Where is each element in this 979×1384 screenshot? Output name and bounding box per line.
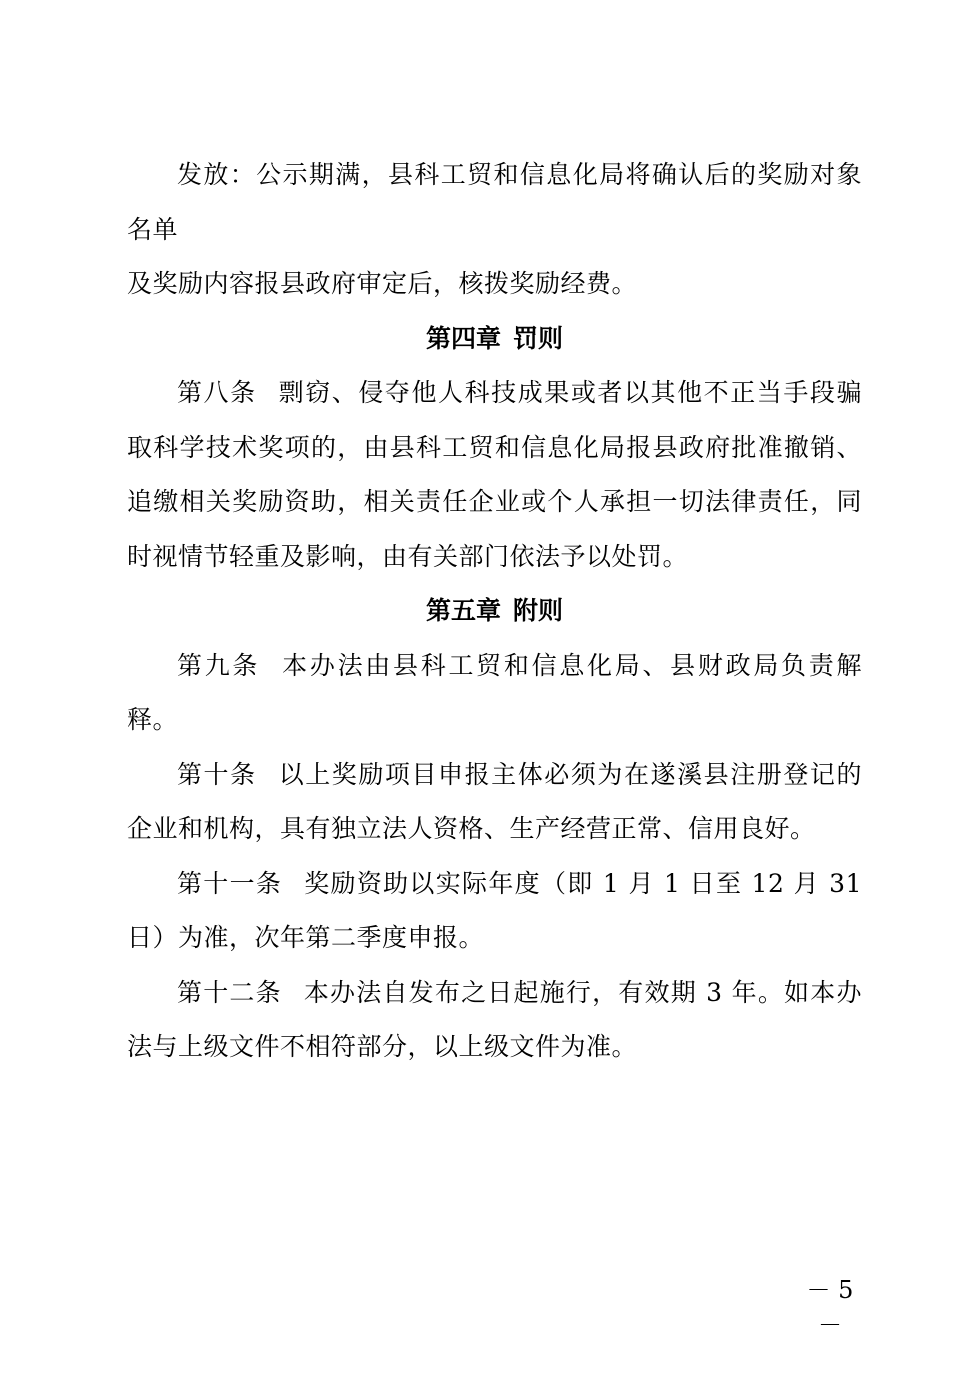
article-12 — [127, 966, 862, 1075]
article-11-text: 奖励资助以实际年度（即 1 月 1 日至 12 月 31 日）为准，次年第二季度申报。 — [127, 868, 862, 952]
article-11 — [127, 857, 862, 966]
article-8 — [127, 366, 862, 584]
article-9 — [127, 639, 862, 748]
article-12-text: 本办法自发布之日起施行，有效期 3 年。如本办法与上级文件不相符部分，以上级文件为准。 — [127, 977, 862, 1061]
paragraph-disbursement-line1: 发放：公示期满，县科工贸和信息化局将确认后的奖励对象名单 — [127, 160, 862, 244]
article-10-text: 以上奖励项目申报主体必须为在遂溪县注册登记的企业和机构，具有独立法人资格、生产经营正常、信用良好。 — [127, 759, 862, 843]
article-8-label: 第八条 — [177, 378, 257, 407]
article-9-label: 第九条 — [177, 650, 261, 680]
article-8-text: 剽窃、侵夺他人科技成果或者以其他不正当手段骗取科学技术奖项的，由县科工贸和信息化局报县政府批准撤销、追缴相关奖励资助，相关责任企业或个人承担一切法律责任，同时视情节轻重及影响，由有关部门依法予以处罚。 — [127, 378, 862, 571]
document-body — [127, 148, 862, 1075]
paragraph-disbursement-cont — [127, 257, 862, 312]
paragraph-disbursement-line2: 及奖励内容报县政府审定后，核拨奖励经费。 — [127, 269, 638, 298]
chapter-5-number: 第五章 — [425, 596, 501, 625]
chapter-4-heading — [127, 312, 862, 367]
article-12-label: 第十二条 — [177, 977, 282, 1007]
chapter-4-title: 罚则 — [513, 323, 564, 353]
article-10 — [127, 748, 862, 857]
chapter-5-title: 附则 — [513, 596, 564, 625]
chapter-5-heading — [127, 584, 862, 639]
chapter-4-number: 第四章 — [425, 323, 501, 353]
article-10-label: 第十条 — [177, 759, 257, 789]
page-number: － 5 － — [806, 1276, 854, 1339]
paragraph-disbursement — [127, 148, 862, 257]
article-9-text: 本办法由县科工贸和信息化局、县财政局负责解释。 — [127, 650, 862, 734]
article-11-label: 第十一条 — [177, 868, 283, 898]
